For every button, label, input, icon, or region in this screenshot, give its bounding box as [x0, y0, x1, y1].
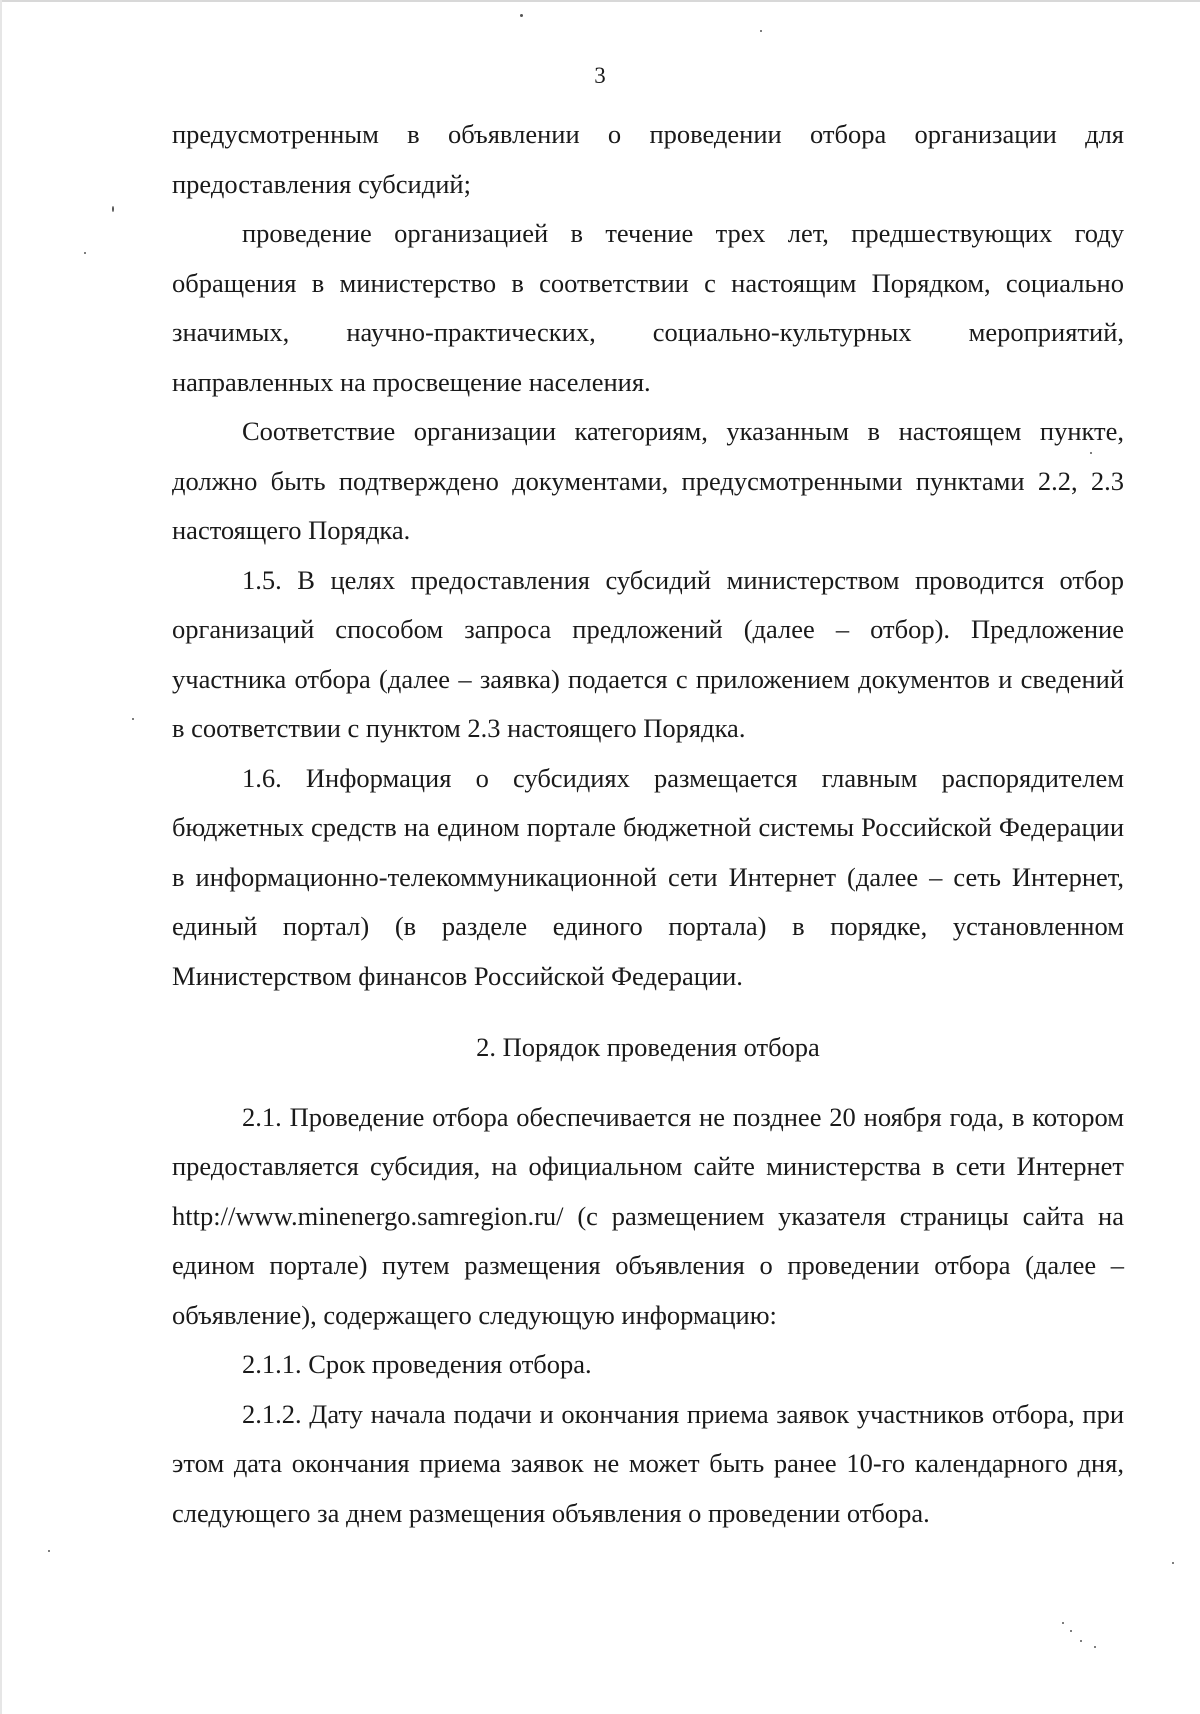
paragraphs-before-heading: [172, 110, 1124, 1001]
scan-speck: [760, 30, 762, 32]
scan-speck: [132, 718, 134, 720]
paragraphs-after-heading: [172, 1093, 1124, 1539]
document-body: [172, 110, 1124, 1538]
scan-speck: [48, 1550, 50, 1552]
paragraph: 2.1.2. Дату начала подачи и окончания приема заявок участников отбора, при этом дата окончания приема заявок не может быть ранее 10-го календарного дня, следующего за днем размещения объявления о проведении отбора.: [172, 1398, 1124, 1528]
scan-speck: [84, 252, 86, 254]
paragraph: 2.1.1. Срок проведения отбора.: [242, 1349, 592, 1379]
paragraph: 1.5. В целях предоставления субсидий министерством проводится отбор организаций способом запроса предложений (далее – отбор). Предложение участника отбора (далее – заявка) подается с приложением документов и сведений в соответствии с пунктом 2.3 настоящего Порядка.: [172, 564, 1124, 743]
paragraph: Соответствие организации категориям, указанным в настоящем пункте, должно быть подтверждено документами, предусмотренными пунктами 2.2, 2.3 настоящего Порядка.: [172, 416, 1124, 545]
section-heading-wrap: [172, 1023, 1124, 1073]
scan-speck: [1172, 1562, 1174, 1564]
scan-speck: [1062, 1622, 1064, 1624]
scan-top-edge: [0, 0, 1200, 2]
scan-speck: [1070, 1630, 1072, 1632]
scan-speck: [1080, 1640, 1082, 1642]
paragraph: предусмотренным в объявлении о проведении отбора организации для предоставления субсидий;: [172, 119, 1124, 199]
scan-speck: [112, 206, 114, 212]
paragraph: 2.1. Проведение отбора обеспечивается не позднее 20 ноября года, в котором предоставляется субсидия, на официальном сайте министерства в сети Интернет http://www.minenergo.samregion.ru/ (с размещением указателя страницы сайта на едином портале) путем размещения объявления о проведении отбора (далее – объявление), содержащего следующую информацию:: [172, 1101, 1124, 1330]
scan-left-edge: [0, 0, 2, 1714]
paragraph: 1.6. Информация о субсидиях размещается главным распорядителем бюджетных средств на едином портале бюджетной системы Российской Федерации в информационно-телекоммуникационной сети Интернет (далее – сеть Интернет, единый портал) (в разделе единого портала) в порядке, установленном Министерством финансов Российской Федерации.: [172, 762, 1124, 991]
scan-speck: [520, 14, 523, 17]
page-number: 3: [594, 63, 606, 88]
scan-speck: [1094, 1646, 1096, 1648]
section-heading: 2. Порядок проведения отбора: [476, 1032, 820, 1062]
paragraph: проведение организацией в течение трех лет, предшествующих году обращения в министерство в соответствии с настоящим Порядком, социально значимых, научно-практических, социально-культурных мероприятий, направленных на просвещение населения.: [172, 218, 1124, 397]
